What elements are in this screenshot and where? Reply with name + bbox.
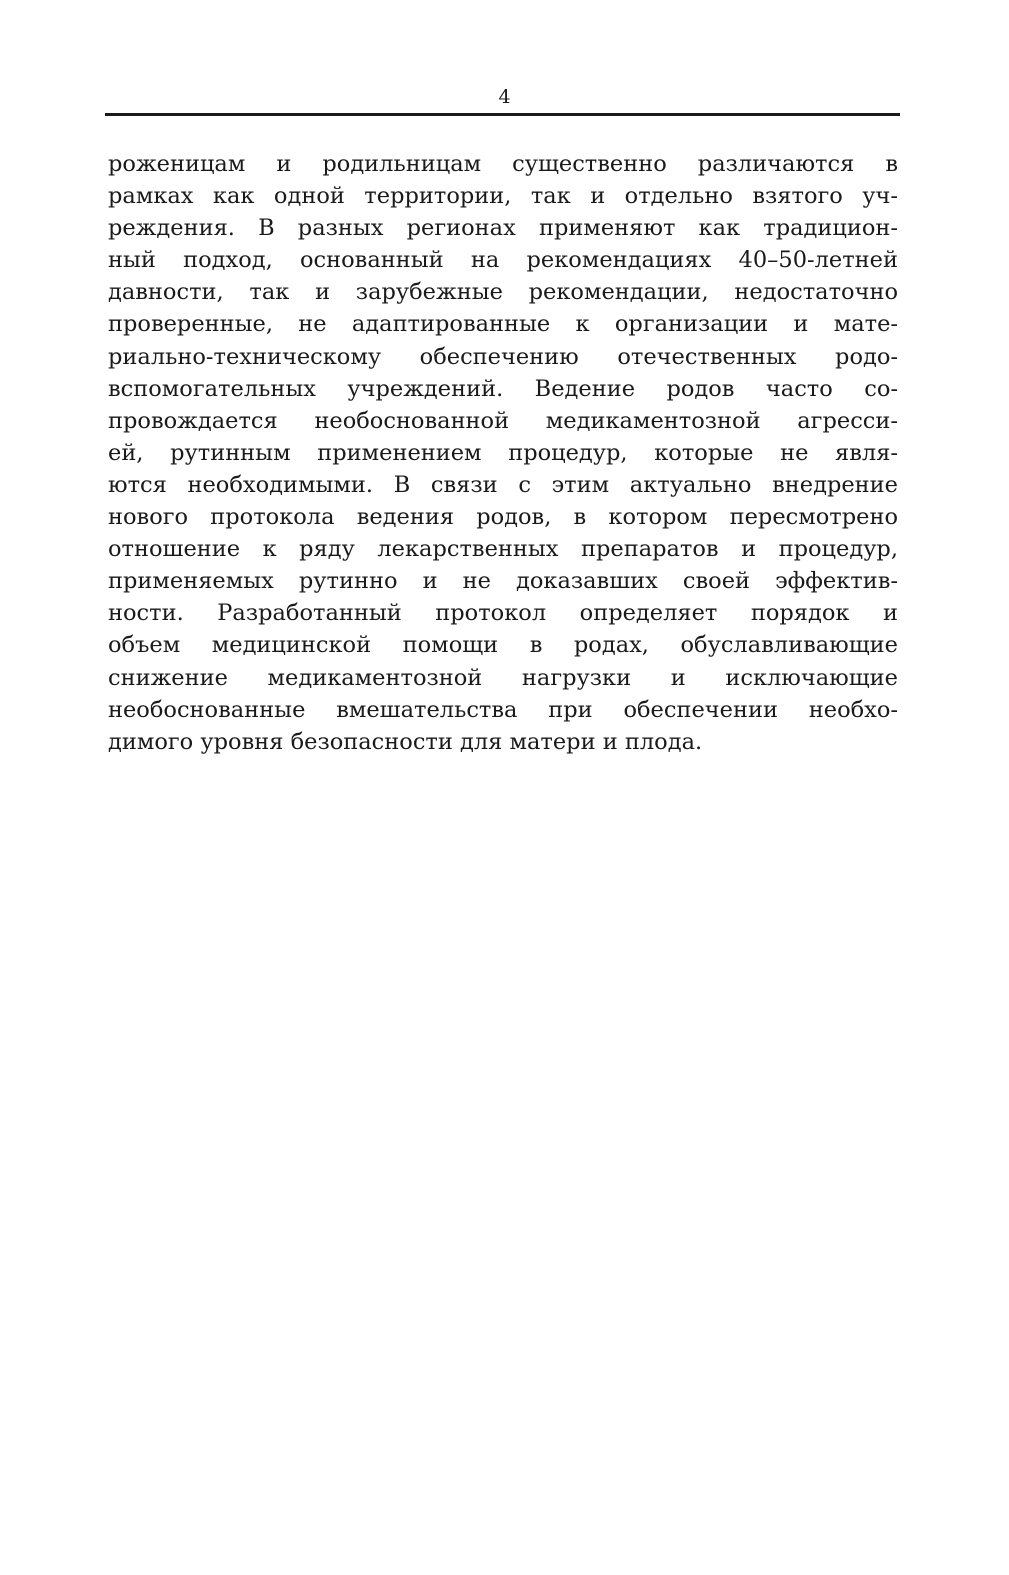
text-line: давности, так и зарубежные рекомендации, недостаточно (108, 279, 898, 306)
header-rule (105, 113, 900, 116)
text-line: ей, рутинным применением процедур, которые не явля- (108, 439, 898, 466)
text-line: вспомогательных учреждений. Ведение родов часто со- (108, 375, 898, 402)
text-line: риально-техническому обеспечению отечественных родо- (108, 343, 898, 370)
text-line: реждения. В разных регионах применяют как традицион- (108, 215, 898, 242)
text-line: димого уровня безопасности для матери и плода. (108, 728, 703, 755)
text-line: необоснованные вмешательства при обеспечении необхо- (108, 696, 898, 723)
text-line: ности. Разработанный протокол определяет порядок и (108, 600, 898, 627)
text-line: ются необходимыми. В связи с этим актуально внедрение (108, 471, 898, 498)
text-line: объем медицинской помощи в родах, обуславливающие (108, 632, 898, 659)
text-line: проверенные, не адаптированные к организации и мате- (108, 311, 898, 338)
text-line: отношение к ряду лекарственных препаратов и процедур, (108, 536, 898, 563)
text-line: применяемых рутинно и не доказавших своей эффектив- (108, 568, 898, 595)
page-number: 4 (498, 86, 511, 108)
text-line: снижение медикаментозной нагрузки и исключающие (108, 664, 898, 691)
text-line: нового протокола ведения родов, в котором пересмотрено (108, 504, 898, 531)
text-line: рамках как одной территории, так и отдельно взятого уч- (108, 183, 898, 210)
text-line: ный подход, основанный на рекомендациях 40–50-летней (108, 247, 898, 274)
text-line: роженицам и родильницам существенно различаются в (108, 151, 898, 177)
body-paragraph (108, 148, 898, 758)
text-line: провождается необоснованной медикаментозной агресси- (108, 407, 898, 434)
